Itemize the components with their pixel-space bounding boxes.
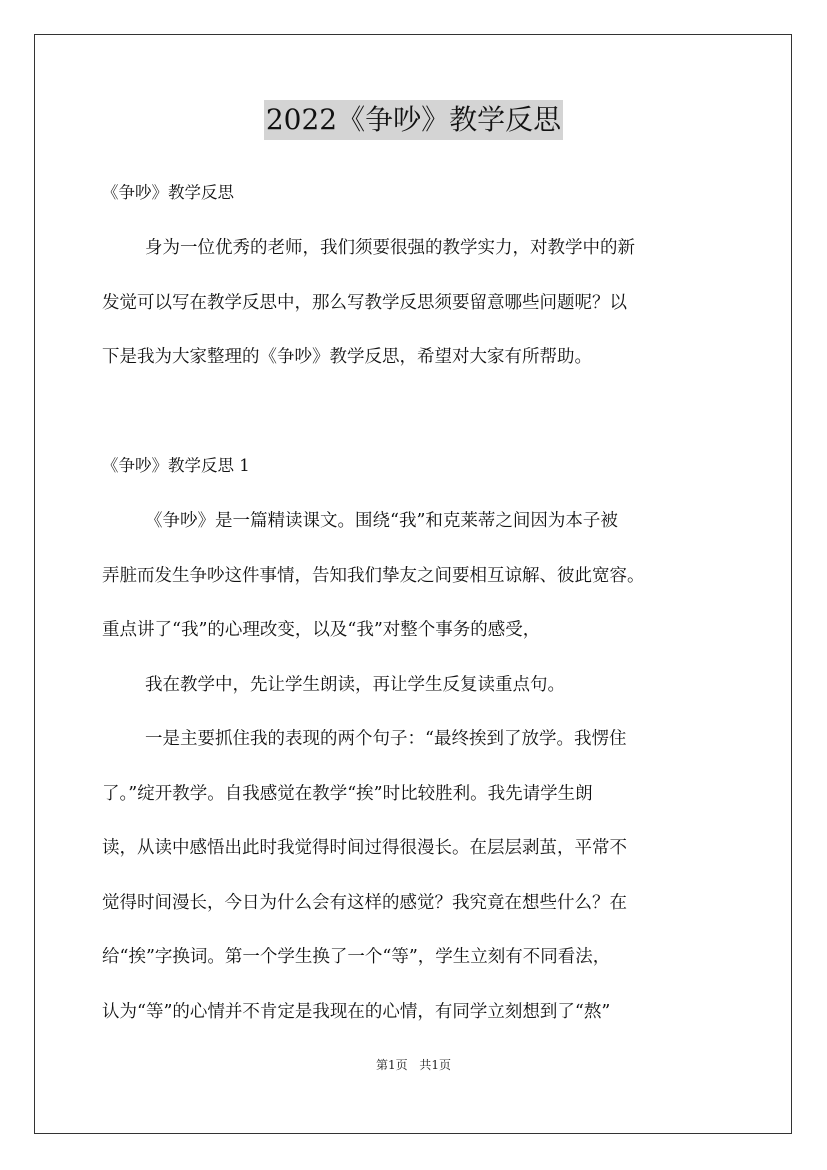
paragraph-line: 弄脏而发生争吵这件事情，告知我们挚友之间要相互谅解、彼此宽容。 <box>102 566 645 586</box>
paragraph-line: 给“挨”字换词。第一个学生换了一个“等”，学生立刻有不同看法， <box>102 947 611 967</box>
paragraph-line: 《争吵》是一篇精读课文。围绕“我”和克莱蒂之间因为本子被 <box>145 511 618 531</box>
intro-line: 下是我为大家整理的《争吵》教学反思，希望对大家有所帮助。 <box>102 347 592 367</box>
paragraph-line: 一是主要抓住我的表现的两个句子：“最终挨到了放学。我愣住 <box>145 729 627 749</box>
intro-line: 发觉可以写在教学反思中，那么写教学反思须要留意哪些问题呢？以 <box>102 293 627 313</box>
document-title: 2022《争吵》教学反思 <box>264 100 563 140</box>
page-footer <box>0 1056 827 1073</box>
paragraph-line: 了。”绽开教学。自我感觉在教学“挨”时比较胜利。我先请学生朗 <box>102 784 593 804</box>
page-number: 第1页 <box>375 1058 408 1072</box>
section-heading: 《争吵》教学反思 1 <box>102 456 250 475</box>
paragraph-line: 重点讲了“我”的心理改变，以及“我”对整个事务的感受， <box>102 620 541 640</box>
paragraph-line: 觉得时间漫长，今日为什么会有这样的感觉？我究竟在想些什么？在 <box>102 893 627 913</box>
paragraph-line: 认为“等”的心情并不肯定是我现在的心情，有同学立刻想到了“熬” <box>102 1002 611 1022</box>
paragraph-line: 读，从读中感悟出此时我觉得时间过得很漫长。在层层剥茧，平常不 <box>102 838 627 858</box>
intro-line: 身为一位优秀的老师，我们须要很强的教学实力，对教学中的新 <box>145 238 635 258</box>
page-total: 共1页 <box>419 1058 452 1072</box>
document-title-wrapper <box>0 100 827 140</box>
subheading: 《争吵》教学反思 <box>102 183 234 202</box>
paragraph-line: 我在教学中，先让学生朗读，再让学生反复读重点句。 <box>145 675 565 695</box>
